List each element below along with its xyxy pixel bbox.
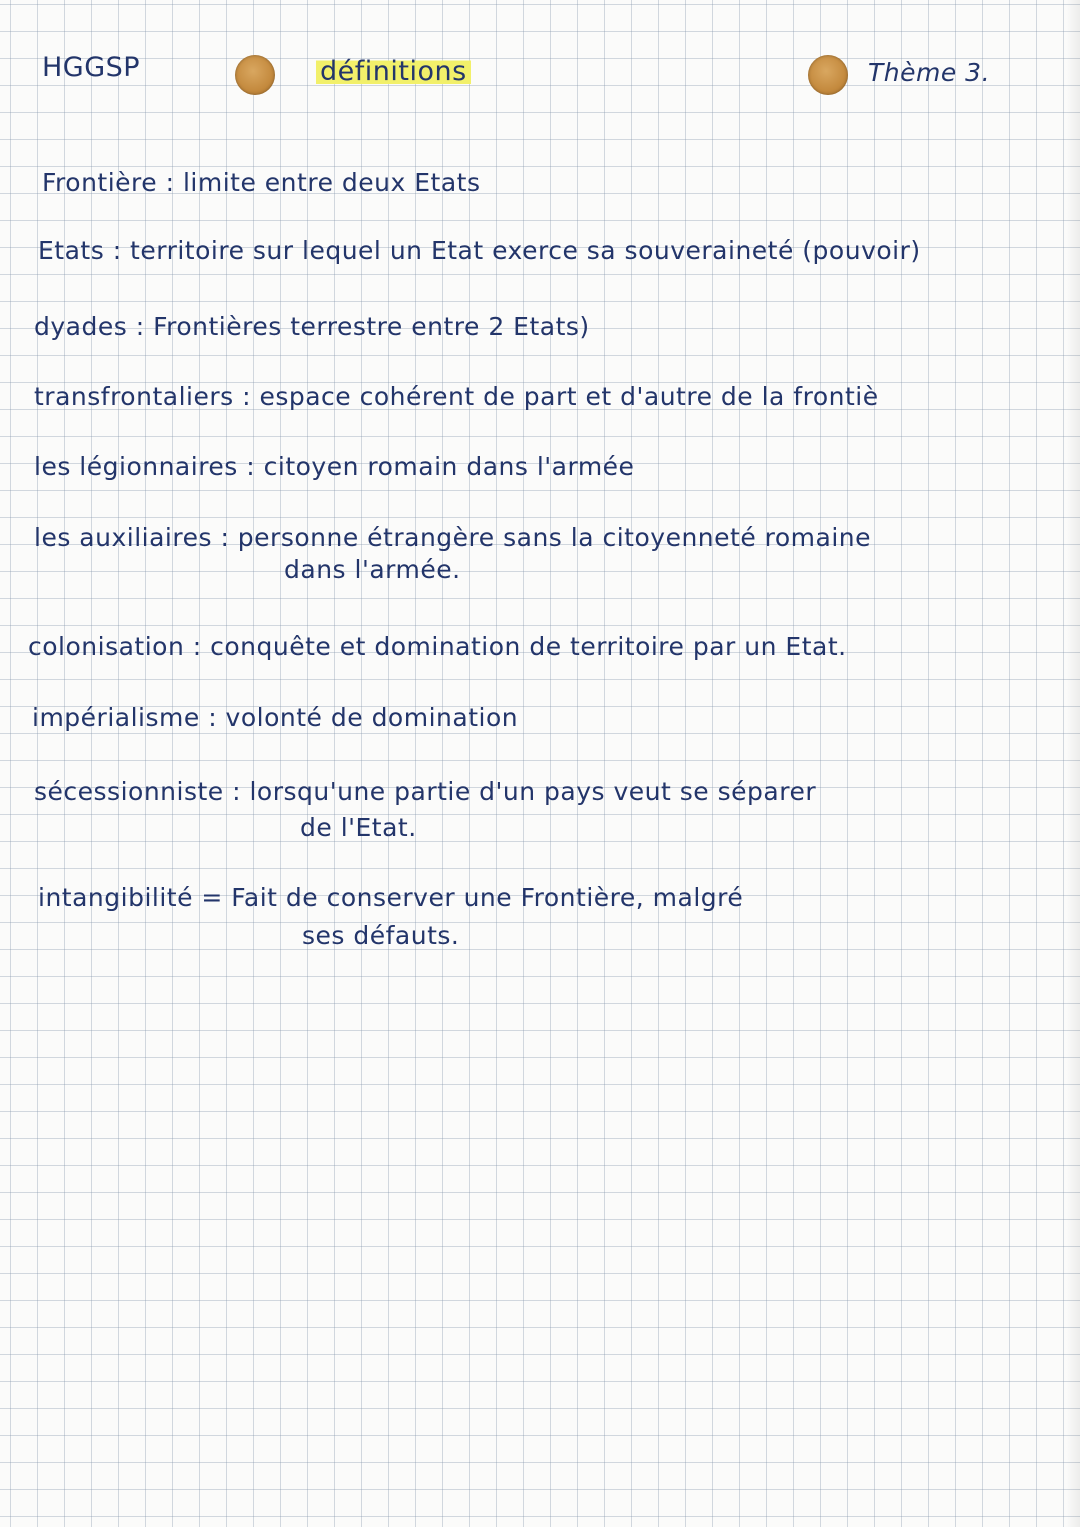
definition-entry xyxy=(34,777,817,842)
theme-label: Thème 3. xyxy=(868,58,991,87)
definition-text-continued: ses défauts. xyxy=(302,921,460,950)
subject-label: HGGSP xyxy=(42,52,141,83)
definition-text: sécessionniste : lorsqu'une partie d'un pays veut se séparer xyxy=(34,777,817,806)
definition-text: colonisation : conquête et domination de territoire par un Etat. xyxy=(28,632,847,661)
definition-entry xyxy=(34,312,590,341)
page-edge-shadow xyxy=(1066,0,1080,1527)
definition-text-continued: de l'Etat. xyxy=(300,813,417,842)
definition-text-continued: dans l'armée. xyxy=(284,555,461,584)
page-title: définitions xyxy=(316,56,471,87)
definition-text: transfrontaliers : espace cohérent de part et d'autre de la frontiè xyxy=(34,382,879,411)
definition-entry xyxy=(28,632,847,661)
punch-hole-icon xyxy=(808,55,848,95)
definition-entry xyxy=(34,523,872,584)
definition-text: intangibilité = Fait de conserver une Frontière, malgré xyxy=(38,883,744,912)
definition-text: impérialisme : volonté de domination xyxy=(32,703,519,732)
definition-entry xyxy=(34,452,634,481)
definition-text: dyades : Frontières terrestre entre 2 Etats) xyxy=(34,312,590,341)
definition-entry xyxy=(38,883,744,950)
definition-entry xyxy=(34,382,879,411)
definition-entry xyxy=(38,236,921,265)
definition-entry xyxy=(42,168,480,197)
definition-text: Frontière : limite entre deux Etats xyxy=(42,168,481,197)
definition-text: les auxiliaires : personne étrangère sans la citoyenneté romaine xyxy=(34,523,872,552)
definition-entry xyxy=(32,703,518,732)
definition-text: les légionnaires : citoyen romain dans l'armée xyxy=(34,452,635,481)
punch-hole-icon xyxy=(235,55,275,95)
definition-text: Etats : territoire sur lequel un Etat exerce sa souveraineté (pouvoir) xyxy=(38,236,921,265)
